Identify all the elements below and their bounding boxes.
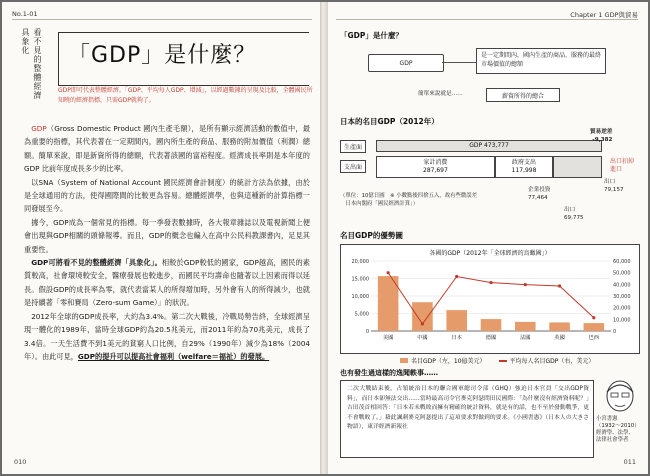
anecdote-title: 也有發生過這樣的逸聞軼事…… (340, 369, 438, 377)
y-left-tick-label: 10,000 (351, 294, 369, 300)
gdp-bar (584, 323, 605, 331)
per-capita-point (455, 275, 458, 278)
government-segment: 政府支出 117,998 (495, 156, 553, 178)
paragraph-2: 以SNA（System of National Account 國民經濟會計制度）的統計方法為依據，由於是全球通用的方法，使得國際間的比較更為容易。總體經濟學，也與這種新的計算指標一同發展至今。 (24, 177, 310, 214)
person-caption: 小宮書憲 （1932～2010） 經濟學、法學、 法律社會學者 (596, 416, 640, 443)
per-capita-point (592, 316, 595, 319)
right-page (328, 2, 648, 474)
gdp-bar (515, 322, 536, 331)
chart-legend (400, 356, 594, 365)
y-left-tick-label: 0 (365, 329, 369, 335)
expenditure-bar (376, 156, 602, 178)
vertical-side-heading: 具象化 (21, 28, 30, 55)
per-capita-point (524, 283, 527, 286)
chart-inner-title: 各國的GDP（2012年「全球經濟的鳥瞰國」） (429, 250, 551, 257)
production-side-label: 生產面 (340, 140, 366, 153)
question-title: 「GDP」是什麼？ (340, 31, 403, 40)
per-capita-point (489, 281, 492, 284)
x-tick-label: 英國 (554, 335, 565, 341)
imports-note: 出口扣掉 進口 (610, 158, 635, 173)
per-capita-point (387, 271, 390, 274)
per-capita-point (421, 322, 424, 325)
unit-note: （單位：10億日圓 ※ 小數點後四捨五入，故有些微誤差 日本內閣府「國民經濟計算」） (340, 193, 478, 207)
y-right-tick-label: 10,000 (613, 317, 631, 324)
right-folio: 011 (623, 458, 636, 466)
x-tick-label: 日本 (451, 335, 462, 341)
gdp-bar (412, 302, 433, 331)
paragraph-3: 據今，GDP成為一個常見的指標。每一季發表數據時，各大報章雜誌以及電視新聞上便會出現與GDP相關的頭條報導。而且，GDP的概念也編入在高中公民科教課書內，足見其重要性。 (24, 217, 310, 254)
household-segment: 家計消費 287,697 (376, 156, 495, 178)
y-right-tick-label: 0 (613, 329, 617, 335)
page-title: 「GDP」是什麼？ (68, 43, 257, 68)
legend-bar-label: 名目GDP（左，10億美元） (411, 358, 486, 365)
y-right-tick-label: 40,000 (613, 282, 631, 289)
chart-title: 名目GDP的優勢圖 (340, 231, 403, 240)
simple-explanation-value: 薪資所得的總合 (486, 88, 560, 102)
expenditure-side-label: 支出面 (340, 160, 366, 173)
left-page (2, 2, 320, 474)
book-gutter (320, 2, 328, 474)
left-header: No.1-01 (12, 10, 38, 18)
y-right-tick-label: 60,000 (613, 259, 631, 265)
imports-value: 79,157 (604, 187, 624, 193)
y-right-tick-label: 20,000 (613, 305, 631, 312)
investment-segment (553, 156, 602, 178)
right-header-rule (336, 19, 638, 20)
per-capita-point (558, 284, 561, 287)
gdp-bar (481, 319, 502, 331)
left-header-rule (12, 19, 312, 20)
y-right-tick-label: 50,000 (613, 270, 631, 277)
production-bar (376, 140, 602, 152)
gdp-label-box: GDP (368, 54, 444, 72)
gdp-chart (341, 245, 639, 353)
nominal-gdp-title: 日本的名目GDP（2012年） (340, 117, 439, 126)
y-left-tick-label: 5,000 (354, 311, 369, 318)
legend-bar-swatch (400, 358, 408, 363)
legend-line-swatch (499, 360, 507, 362)
left-folio: 010 (14, 458, 27, 466)
lead-text: GDP即可代表整體經濟。「GDP、平均每人GDP、增減」，以經過數據的呈現及比較，全體國民所知曉的經濟指標，只需GDP就夠了。 (58, 87, 313, 104)
corporate-investment-label: 企業投資 77,464 (528, 187, 551, 201)
paragraph-4: GDP可將看不見的整體經濟「具象化」。相較於GDP較低的國家，GDP越高，國民的素質較高，社會環境較安全，醫療發展也較進步，而國民平均壽命也隨著以上因素而得以延長。假設GDP的成長率為零，就代表當某人的所得增加時，另外會有人的所得減少，也就是持續著「零和賽局（Zero-sum Game）」的狀況。 (24, 258, 310, 308)
gdp-chart-frame (340, 244, 640, 354)
gdp-definition: 是一定期間內，國內生產的商品、服務的最終市場價值的總額 (476, 48, 606, 74)
gdp-total-segment: GDP 473,777 (376, 140, 602, 152)
anecdote-box (340, 380, 594, 458)
anecdote-text: 二次大戰結束後，占領統治日本的聯合國軍總司令部（GHQ）強迫日本官員「交出GDP資料」，而日本卻無法交出……當時最高司令官麥克阿瑟問田民國際：「為什麼沒有經濟資料呢？」吉田茂首相回答：「日本若未戰敗而擁有精確的統計資料，就是有的話，也不至於發動戰爭，更不會戰敗了。」藉此諷刺麥克阿瑟提出了這項要求對做到的要求。《小國書憲》（日本人の大きさ物語），東洋經濟新報社 (347, 386, 589, 431)
simple-explanation-label: 簡單來說就是…… (418, 91, 463, 97)
x-tick-label: 美國 (382, 335, 394, 341)
body-text (24, 122, 310, 363)
gdp-term: GDP (31, 124, 47, 133)
x-tick-label: 中國 (417, 335, 428, 341)
x-tick-label: 德國 (485, 335, 497, 341)
y-left-tick-label: 15,000 (351, 276, 369, 283)
vertical-heading: 看不見的整體經濟 (33, 28, 42, 100)
y-right-tick-label: 30,000 (613, 294, 631, 300)
gdp-bar (446, 310, 467, 331)
exports-label: 出口 69,775 (564, 207, 584, 221)
x-tick-label: 巴西 (588, 335, 600, 341)
gdp-bar (549, 322, 570, 331)
paragraph-1: GDP（Gross Domestic Product 國內生產毛額），是所有顯示經濟活動的數值中，最為重要的指標，其代表著在一定期間內，國內所生產的商品、服務的附加價值（利潤）總額。簡單來說，即是新資所得的總額，代表著該國的富裕程度。經濟成長率則是本年度的 GDP 比前年度成長多少的比率。 (24, 124, 310, 174)
right-header: Chapter 1 GDP與貿易 (570, 11, 638, 19)
x-tick-label: 法國 (520, 335, 531, 341)
gdp-arrow (442, 62, 476, 63)
imports-word: 出口 (604, 179, 616, 185)
person-portrait-icon (598, 374, 642, 414)
trade-deficit-label: 貿易逆差 -9,382 (590, 129, 613, 143)
paragraph-5: 2012年全球的GDP成長率，大約為3.4%。第二次大戰後，冷戰局勢告終，全球經濟呈現一體化的1989年，當時全球GDP約為20.5兆美元，而2011年約為70兆美元，成長了3.4倍。一天生活費不到1美元的貧窮人口比例，自29%（1990年）減少為18%（2004年）。由此可見，GDP的提升可以提高社會福利（welfare＝福祉）的發展。 (24, 311, 310, 361)
y-left-tick-label: 20,000 (351, 259, 369, 265)
legend-line-label: 平均每人名目GDP（右，美元） (509, 358, 595, 365)
